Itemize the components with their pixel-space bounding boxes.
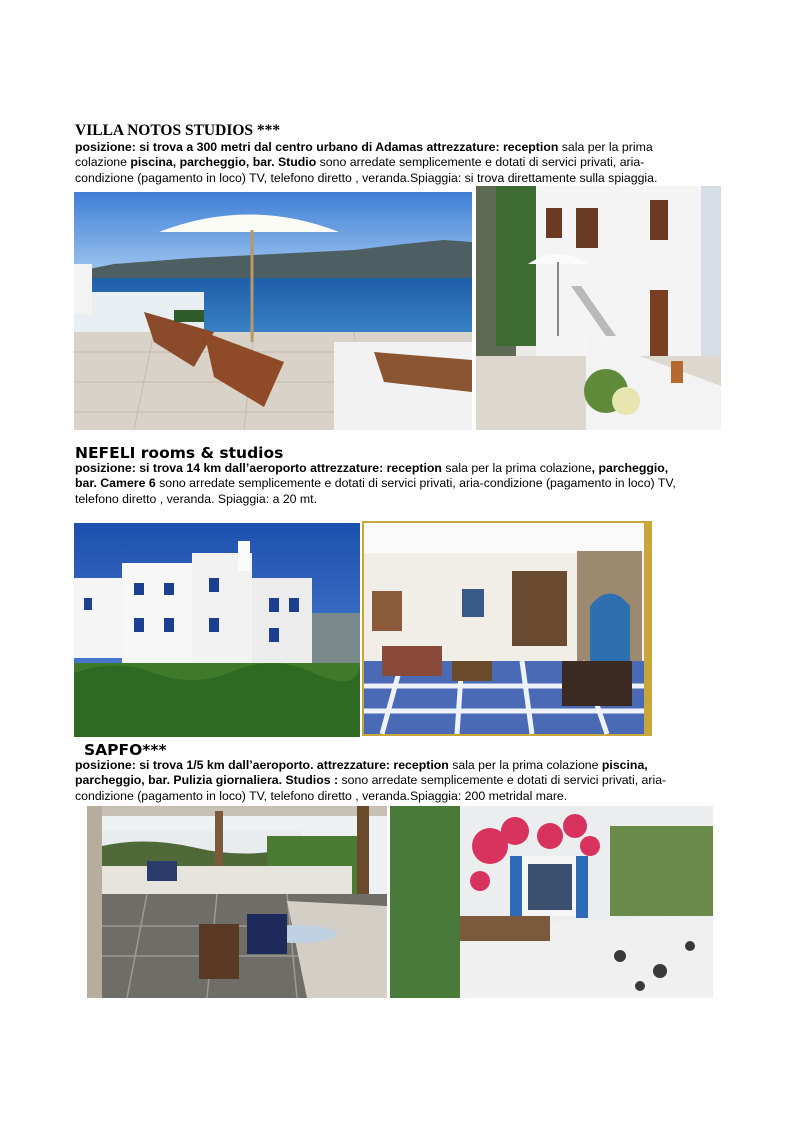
sapfo-description [75,758,666,804]
description-line [75,492,676,507]
bold-run: posizione: si trova 14 km dall’aeroporto attrezzature: reception [75,461,446,475]
text-run: sala per la prima colazione [445,461,592,475]
text-run: telefono diretto , veranda. Spiaggia: a 20 mt. [75,491,317,506]
description-line [75,758,666,773]
text-run: condizione (pagamento in loco) TV, telefono diretto , veranda.Spiaggia: 200 metridal mare. [75,788,568,803]
description-line [75,171,657,186]
bold-run: parcheggio, bar. Pulizia giornaliera. Studios : [75,773,339,788]
sapfo-patio-photo [87,806,387,998]
description-line [75,773,666,788]
text-run: sala per la prima colazione [452,758,602,772]
sapfo-title: SAPFO*** [84,741,167,759]
text-run: condizione (pagamento in loco) TV, telefono diretto , veranda.Spiaggia: si trova direttamente sulla spiaggia. [75,170,658,185]
bold-run: posizione: si trova a 300 metri dal centro urbano di Adamas attrezzature: reception [75,140,562,154]
text-run: sono arredate semplicemente e dotati di servici privati, aria-condizione (pagamento in loco) TV, [155,476,676,491]
nefeli-description [75,461,676,507]
bold-run: piscina, parcheggio, bar. Studio [130,155,317,170]
nefeli-building-photo [74,523,360,737]
description-line [75,461,676,476]
villa-notos-title: VILLA NOTOS STUDIOS *** [75,122,281,139]
description-line [75,140,657,155]
description-line [75,789,666,804]
villa-notos-courtyard-photo [476,186,721,430]
bold-run: , parcheggio, [591,461,669,475]
nefeli-title: NEFELI rooms & studios [75,444,284,462]
nefeli-lounge-photo [362,521,652,736]
description-line [75,155,657,170]
sapfo-window-photo [390,806,713,998]
description-line [75,476,676,491]
text-run: colazione [75,155,131,170]
bold-run: piscina, [601,758,648,772]
text-run: sono arredate semplicemente e dotati di servici privati, aria- [338,773,667,788]
bold-run: posizione: si trova 1/5 km dall’aeroporto. attrezzature: reception [75,758,453,772]
villa-notos-terrace-photo [74,192,472,430]
villa-notos-description [75,140,657,186]
bold-run: bar. Camere 6 [75,476,156,491]
text-run: sono arredate semplicemente e dotati di servici privati, aria- [316,155,645,170]
text-run: sala per la prima [561,140,653,154]
